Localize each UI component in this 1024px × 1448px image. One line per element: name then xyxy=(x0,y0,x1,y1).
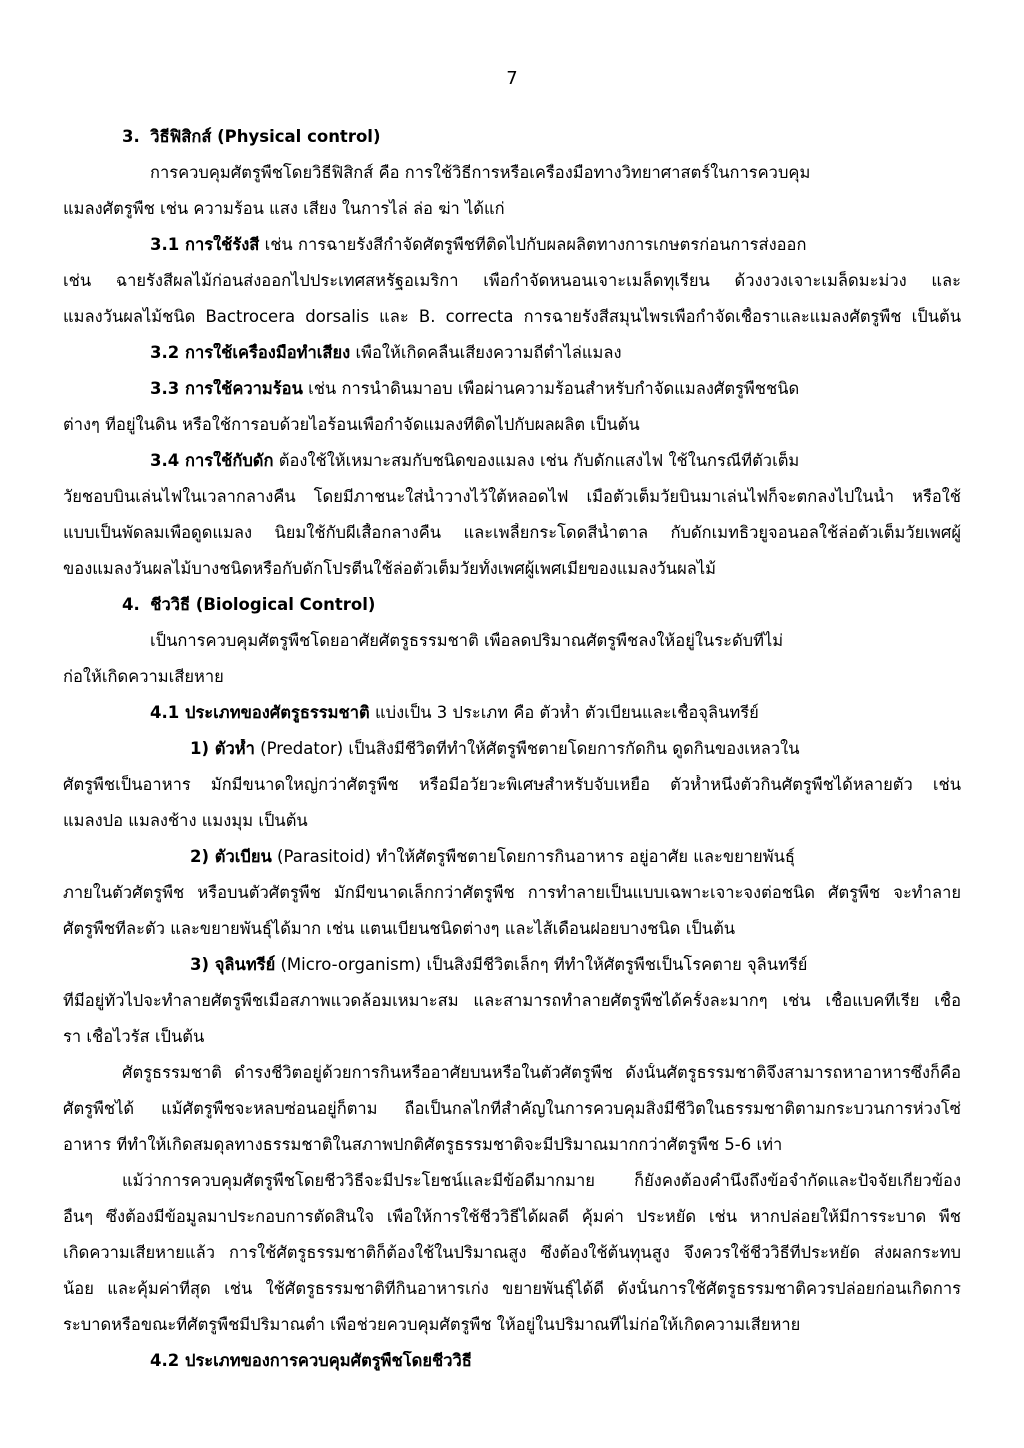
item-3-4-line-2: วัยชอบบินเล่นไฟในเวลากลางคืน โดยมีภาชนะใส่น้ำวางไว้ใต้หลอดไฟ เมื่อตัวเต็มวัยบินมาเล่นไฟก็จะตกลงไปในน้ำ หรือใช้ xyxy=(63,487,961,506)
section-3-number: 3. xyxy=(122,127,140,146)
item-3-4-line-4: ของแมลงวันผลไม้บางชนิดหรือกับดักโปรตีนใช้ล่อตัวเต็มวัยทั้งเพศผู้เพศเมียของแมลงวันผลไม้ xyxy=(63,559,717,578)
microorganism-title: 3) จุลินทรีย์ xyxy=(190,955,276,974)
parasitoid-line-3: ศัตรูพืชทีละตัว และขยายพันธุ์ได้มาก เช่น แตนเบียนชนิดต่างๆ และไส้เดือนฝอยบางชนิด เป็นต้น xyxy=(63,919,736,938)
item-3-3-title: 3.3 การใช้ความร้อน xyxy=(150,379,303,398)
predator-line-1: 1) ตัวห้ำ (Predator) เป็นสิ่งมีชีวิตที่ทำให้ศัตรูพืชตายโดยการกัดกิน ดูดกินของเหลวใน xyxy=(190,739,800,758)
limitations-para-line-2: อื่นๆ ซึ่งต้องมีข้อมูลมาประกอบการตัดสินใจ เพื่อให้การใช้ชีววิธีได้ผลดี คุ้มค่า ประหยัด เช่น หากปล่อยให้มีการระบาด พืช xyxy=(63,1207,961,1226)
predator-line-2: ศัตรูพืชเป็นอาหาร มักมีขนาดใหญ่กว่าศัตรูพืช หรือมีอวัยวะพิเศษสำหรับจับเหยื่อ ตัวห้ำหนึ่งตัวกินศัตรูพืชได้หลายตัว เช่น xyxy=(63,775,961,794)
predator-line-3: แมลงปอ แมลงช้าง แมงมุม เป็นต้น xyxy=(63,811,308,830)
item-3-2-title: 3.2 การใช้เครื่องมือทำเสียง xyxy=(150,343,351,362)
natural-enemies-para-line-3: อาหาร ที่ทำให้เกิดสมดุลทางธรรมชาติในสภาพปกติศัตรูธรรมชาติจะมีปริมาณมากกว่าศัตรูพืช 5-6 เท่า xyxy=(63,1135,783,1154)
item-3-4-title: 3.4 การใช้กับดัก xyxy=(150,451,274,470)
section-4-number: 4. xyxy=(122,595,140,614)
item-3-4-line-1: 3.4 การใช้กับดัก ต้องใช้ให้เหมาะสมกับชนิดของแมลง เช่น กับดักแสงไฟ ใช้ในกรณีที่ตัวเต็ม xyxy=(150,451,800,470)
item-3-1-line-3: แมลงวันผลไม้ชนิด Bactrocera dorsalis และ B. correcta การฉายรังสีสมุนไพรเพื่อกำจัดเชื้อราและแมลงศัตรูพืช เป็นต้น xyxy=(63,307,961,326)
parasitoid-line-1: 2) ตัวเบียน (Parasitoid) ทำให้ศัตรูพืชตายโดยการกินอาหาร อยู่อาศัย และขยายพันธุ์ xyxy=(190,847,795,866)
section-3-intro-line-1: การควบคุมศัตรูพืชโดยวิธีฟิสิกส์ คือ การใช้วิธีการหรือเครื่องมือทางวิทยาศาสตร์ในการควบคุม xyxy=(150,163,811,182)
limitations-para-line-4: น้อย และคุ้มค่าที่สุด เช่น ใช้ศัตรูธรรมชาติที่กินอาหารเก่ง ขยายพันธุ์ได้ดี ดังนั้นการใช้ศัตรูธรรมชาติควรปล่อยก่อนเกิดการ xyxy=(63,1279,961,1298)
microorganism-line-1: 3) จุลินทรีย์ (Micro-organism) เป็นสิ่งมีชีวิตเล็กๆ ที่ทำให้ศัตรูพืชเป็นโรคตาย จุลินทรีย์ xyxy=(190,955,808,974)
section-4-heading xyxy=(122,595,1020,615)
item-3-3-line-1: 3.3 การใช้ความร้อน เช่น การนำดินมาอบ เพื่อผ่านความร้อนสำหรับกำจัดแมลงศัตรูพืชชนิด xyxy=(150,379,800,398)
item-3-1-line-2: เช่น ฉายรังสีผลไม้ก่อนส่งออกไปประเทศสหรัฐอเมริกา เพื่อกำจัดหนอนเจาะเมล็ดทุเรียน ด้วงงวงเจาะเมล็ดมะม่วง และ xyxy=(63,271,961,290)
limitations-para-line-1: แม้ว่าการควบคุมศัตรูพืชโดยชีววิธีจะมีประโยชน์และมีข้อดีมากมาย ก็ยังคงต้องคำนึงถึงข้อจำกัดและปัจจัยเกี่ยวข้อง xyxy=(122,1171,961,1190)
section-4-intro-line-1: เป็นการควบคุมศัตรูพืชโดยอาศัยศัตรูธรรมชาติ เพื่อลดปริมาณศัตรูพืชลงให้อยู่ในระดับที่ไม่ xyxy=(150,631,784,650)
microorganism-line-2: ที่มีอยู่ทั่วไปจะทำลายศัตรูพืชเมื่อสภาพแวดล้อมเหมาะสม และสามารถทำลายศัตรูพืชได้ครั้งละมากๆ เช่น เชื้อแบคทีเรีย เชื้อ xyxy=(63,991,961,1010)
subsection-4-1-line-1: 4.1 ประเภทของศัตรูธรรมชาติ แบ่งเป็น 3 ประเภท คือ ตัวห้ำ ตัวเบียนและเชื้อจุลินทรีย์ xyxy=(150,703,759,722)
section-4-title: ชีววิธี (Biological Control) xyxy=(150,595,376,614)
parasitoid-line-2: ภายในตัวศัตรูพืช หรือบนตัวศัตรูพืช มักมีขนาดเล็กกว่าศัตรูพืช การทำลายเป็นแบบเฉพาะเจาะจงต่อชนิด ศัตรูพืช จะทำลาย xyxy=(63,883,961,902)
natural-enemies-para-line-2: ศัตรูพืชได้ แม้ศัตรูพืชจะหลบซ่อนอยู่ก็ตาม ถือเป็นกลไกที่สำคัญในการควบคุมสิ่งมีชีวิตในธรรมชาติตามกระบวนการห่วงโซ่ xyxy=(63,1099,961,1118)
item-3-1-title: 3.1 การใช้รังสี xyxy=(150,235,260,254)
microorganism-line-3: รา เชื้อไวรัส เป็นต้น xyxy=(63,1027,205,1046)
item-3-4-line-3: แบบเป็นพัดลมเพื่อดูดแมลง นิยมใช้กับผีเสื้อกลางคืน และเพลี้ยกระโดดสีน้ำตาล กับดักเมทธิวยูจอนอลใช้ล่อตัวเต็มวัยเพศผู้ xyxy=(63,523,961,542)
section-3-title: วิธีฟิสิกส์ (Physical control) xyxy=(150,127,381,146)
limitations-para-line-3: เกิดความเสียหายแล้ว การใช้ศัตรูธรรมชาติก็ต้องใช้ในปริมาณสูง ซึ่งต้องใช้ต้นทุนสูง จึงควรใช้ชีววิธีที่ประหยัด ส่งผลกระทบ xyxy=(63,1243,961,1262)
subsection-4-2-title: 4.2 ประเภทของการควบคุมศัตรูพืชโดยชีววิธี xyxy=(150,1351,472,1370)
subsection-4-2-heading xyxy=(150,1351,1024,1371)
natural-enemies-para-line-1: ศัตรูธรรมชาติ ดำรงชีวิตอยู่ด้วยการกินหรืออาศัยบนหรือในตัวศัตรูพืช ดังนั้นศัตรูธรรมชาติจึงสามารถหาอาหารซึ่งก็คือ xyxy=(122,1063,961,1082)
item-3-3-line-2: ต่างๆ ที่อยู่ในดิน หรือใช้การอบด้วยไอร้อนเพื่อกำจัดแมลงที่ติดไปกับผลผลิต เป็นต้น xyxy=(63,415,640,434)
page-number: 7 xyxy=(506,68,518,89)
subsection-4-1-title: 4.1 ประเภทของศัตรูธรรมชาติ xyxy=(150,703,370,722)
item-3-1-line-1: 3.1 การใช้รังสี เช่น การฉายรังสีกำจัดศัตรูพืชที่ติดไปกับผลผลิตทางการเกษตรก่อนการส่งออก xyxy=(150,235,807,254)
section-4-intro-line-2: ก่อให้เกิดความเสียหาย xyxy=(63,667,224,686)
item-3-2-line-1: 3.2 การใช้เครื่องมือทำเสียง เพื่อให้เกิดคลื่นเสียงความถี่ต่ำไล่แมลง xyxy=(150,343,622,362)
section-3-heading xyxy=(122,127,1020,147)
section-3-intro-line-2: แมลงศัตรูพืช เช่น ความร้อน แสง เสียง ในการไล่ ล่อ ฆ่า ได้แก่ xyxy=(63,199,505,218)
predator-title: 1) ตัวห้ำ xyxy=(190,739,255,758)
parasitoid-title: 2) ตัวเบียน xyxy=(190,847,272,866)
limitations-para-line-5: ระบาดหรือขณะที่ศัตรูพืชมีปริมาณต่ำ เพื่อช่วยควบคุมศัตรูพืช ให้อยู่ในปริมาณที่ไม่ก่อให้เกิดความเสียหาย xyxy=(63,1315,801,1334)
